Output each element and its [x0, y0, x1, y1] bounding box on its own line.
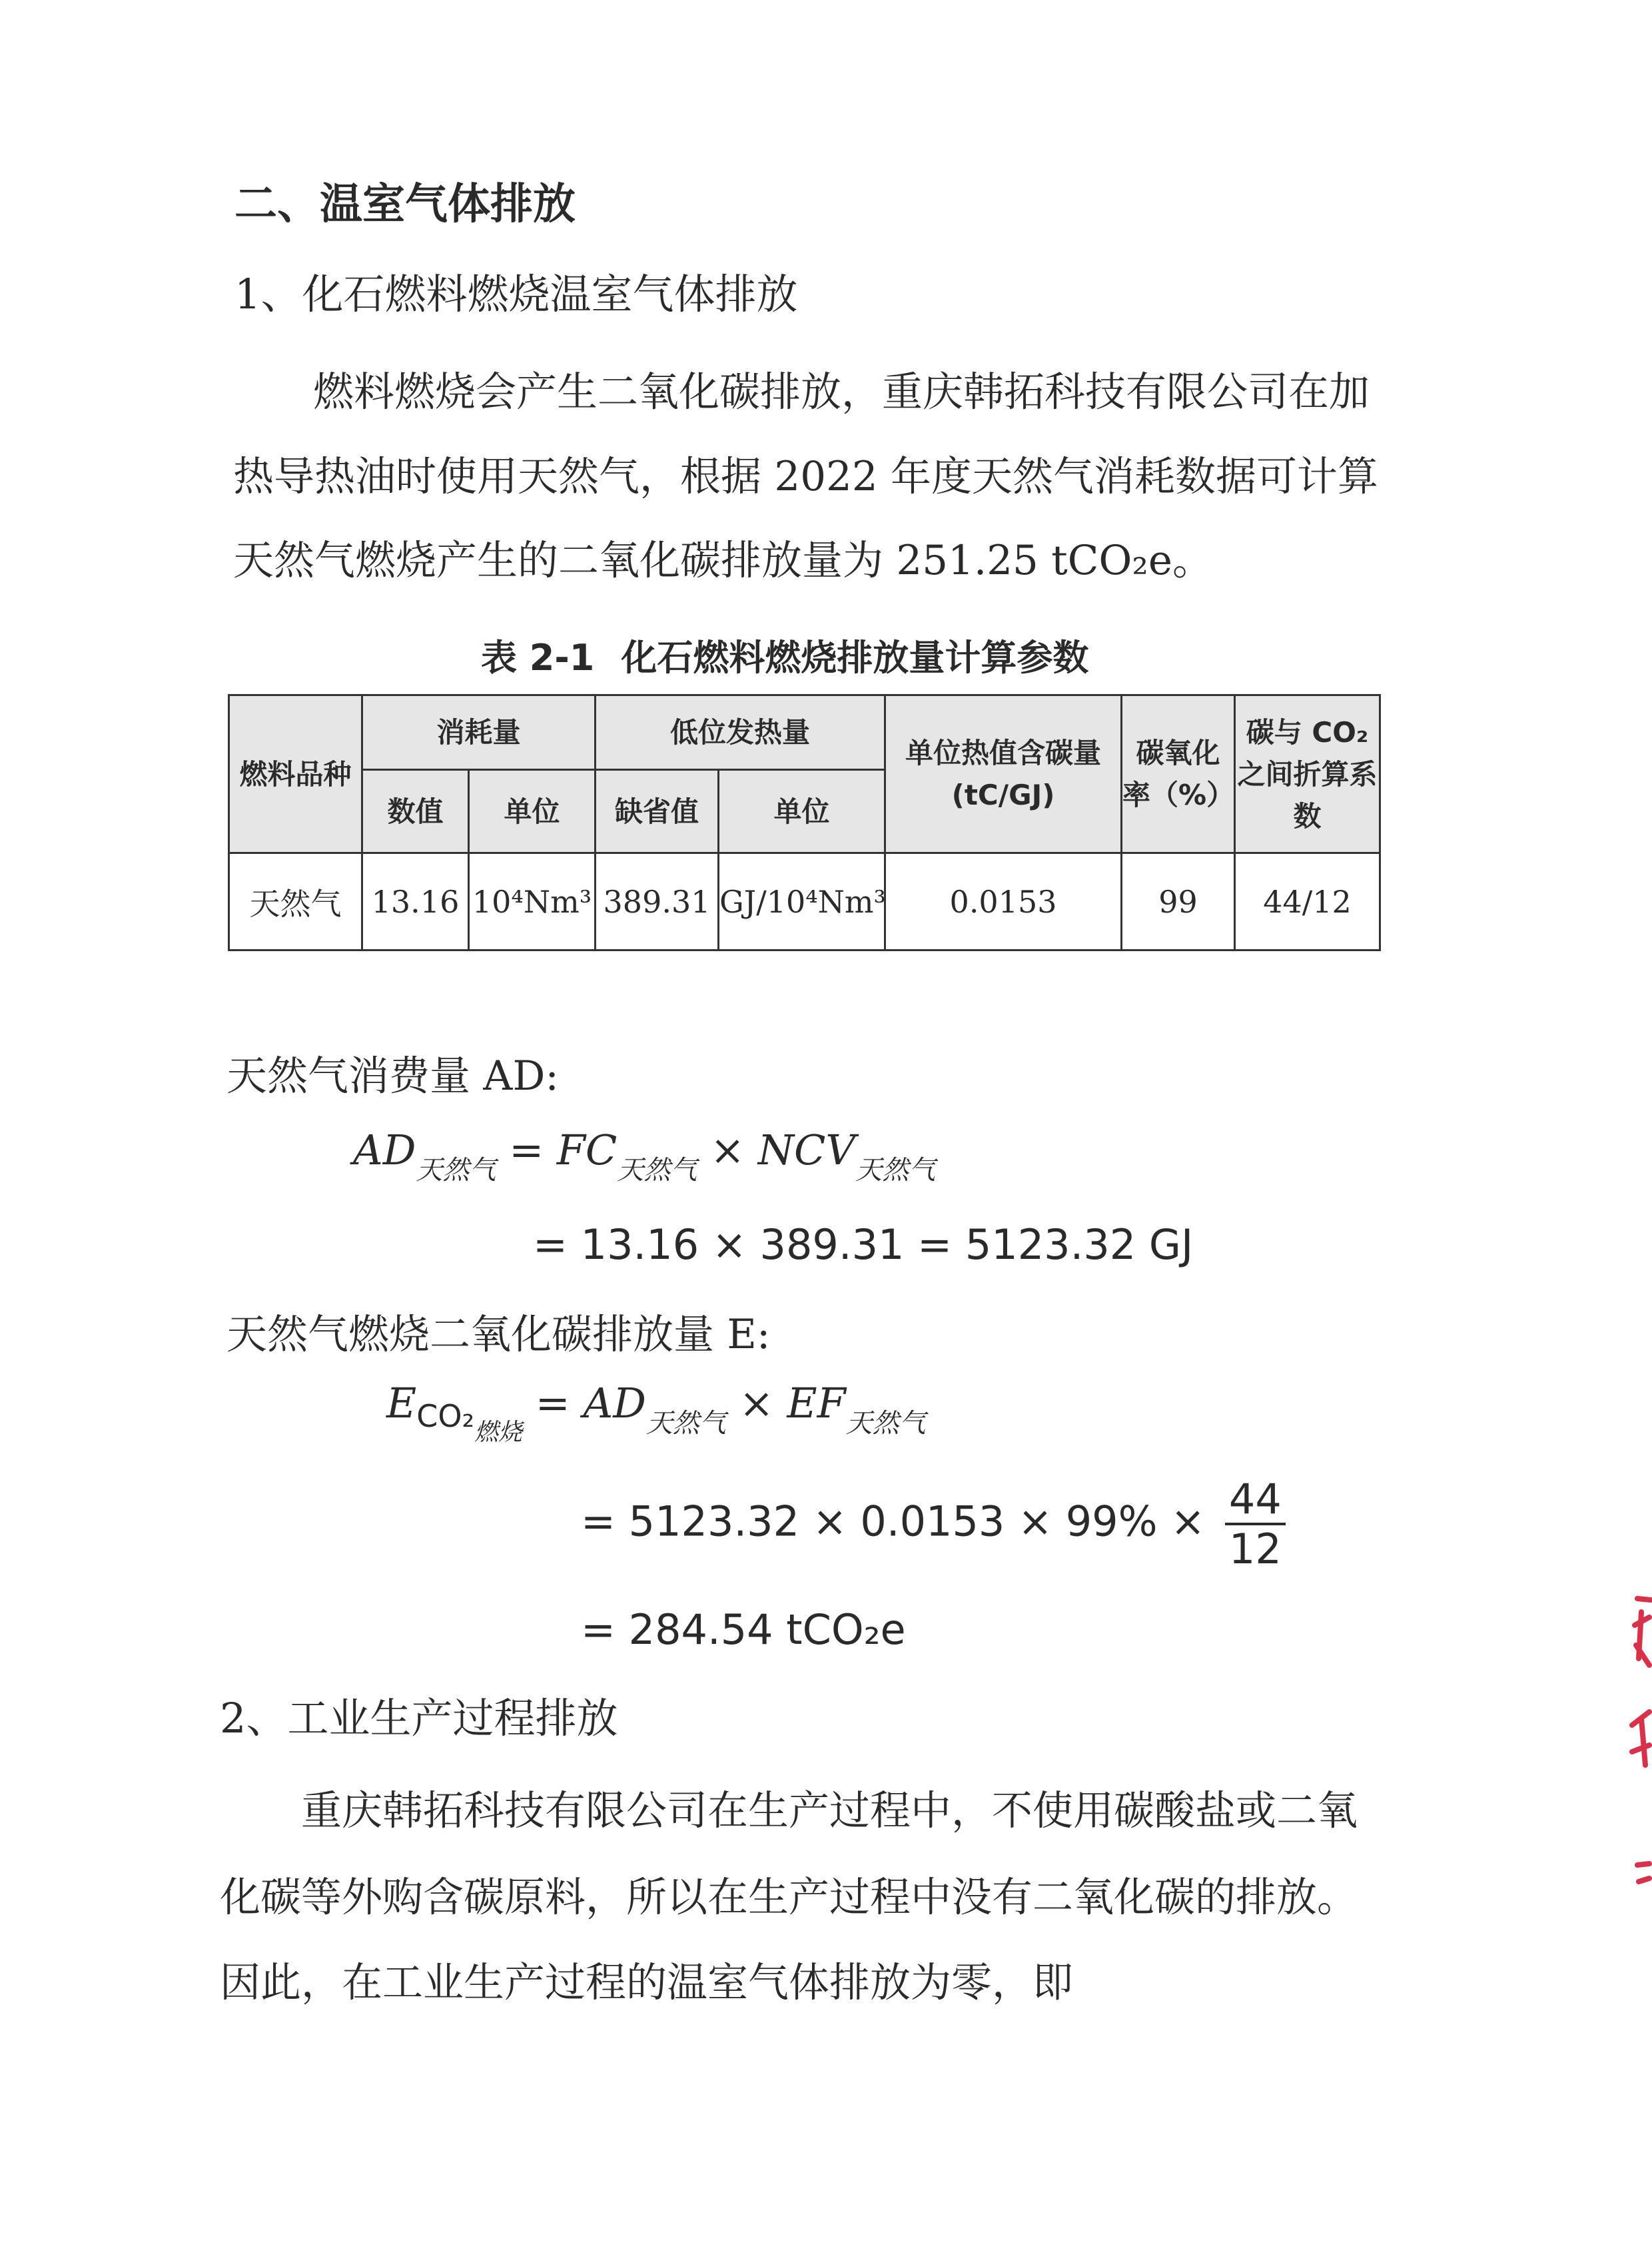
eq-e-ef-symbol: EF: [787, 1379, 846, 1427]
header-value: 数值: [362, 770, 469, 853]
e-label: 天然气燃烧二氧化碳排放量 E:: [226, 1311, 771, 1358]
eq-e-ad-symbol: AD: [583, 1379, 646, 1427]
eq-ncv-symbol: NCV: [757, 1126, 856, 1174]
para1-line3: 天然气燃烧产生的二氧化碳排放量为 251.25 tCO₂e。: [233, 537, 1213, 584]
para1-line2: 热导热油时使用天然气，根据 2022 年度天然气消耗数据可计算: [233, 453, 1379, 500]
cell-carbon-content: 0.0153: [885, 853, 1122, 950]
eq-fc-symbol: FC: [556, 1126, 618, 1174]
eq-ad-subscript: 天然气: [416, 1155, 496, 1186]
eq-e-ef-subscript: 天然气: [845, 1408, 926, 1439]
header-carbon-content: 单位热值含碳量(tC/GJ): [885, 695, 1122, 853]
section-title: 二、温室气体排放: [234, 180, 576, 229]
eq-ncv-subscript: 天然气: [855, 1155, 936, 1186]
header-conversion: 碳与 CO₂之间折算系数: [1235, 695, 1380, 853]
fraction-denominator: 12: [1228, 1525, 1282, 1574]
header-ncv-unit: 单位: [719, 770, 885, 853]
eq-e-symbol: E: [386, 1379, 417, 1427]
header-consumption: 消耗量: [362, 695, 596, 770]
eq-e-co2: CO₂: [416, 1398, 475, 1434]
table-row: [229, 853, 1380, 950]
cell-ncv-value: 389.31: [596, 853, 719, 950]
fraction-numerator: 44: [1225, 1475, 1286, 1525]
eq-fc-subscript: 天然气: [617, 1155, 697, 1186]
para2-line1: 重庆韩拓科技有限公司在生产过程中，不使用碳酸盐或二氧: [301, 1787, 1358, 1834]
cell-oxidation-rate: 99: [1122, 853, 1235, 950]
header-fuel-type: 燃料品种: [229, 695, 362, 853]
cell-fuel: 天然气: [229, 853, 362, 950]
equation-e: $E_{CO_2燃烧} = AD_{天然气} \times EF_{天然气}$: [386, 1379, 926, 1446]
red-stamp-edge-icon: [1612, 1585, 1652, 1932]
cell-consumption-value: 13.16: [362, 853, 469, 950]
para1-line1: 燃料燃烧会产生二氧化碳排放，重庆韩拓科技有限公司在加: [313, 368, 1370, 416]
subsection-title-1: 1、化石燃料燃烧温室气体排放: [234, 270, 798, 318]
cell-consumption-unit: 10⁴Nm³: [469, 853, 596, 950]
table-caption: [481, 629, 1088, 681]
eq-e-ad-subscript: 天然气: [645, 1408, 726, 1439]
equation-e-calc: [581, 1475, 1286, 1573]
cell-conversion: 44/12: [1235, 853, 1380, 950]
eq-e-calc-text: = 5123.32 × 0.0153 × 99% ×: [581, 1497, 1206, 1546]
equation-e-result: = 284.54 tCO₂e: [581, 1605, 906, 1654]
eq-e-subscript: 燃烧: [474, 1419, 523, 1446]
table-caption-number: 表 2-1: [481, 637, 595, 679]
header-default-value: 缺省值: [596, 770, 719, 853]
cell-ncv-unit: GJ/10⁴Nm³: [719, 853, 885, 950]
header-ncv: 低位发热量: [596, 695, 885, 770]
para2-line3: 因此，在工业生产过程的温室气体排放为零，即: [220, 1959, 1074, 2006]
equation-ad-result: = 13.16 × 389.31 = 5123.32 GJ: [533, 1220, 1194, 1269]
equation-ad: [353, 1126, 936, 1186]
table-caption-title: 化石燃料燃烧排放量计算参数: [621, 637, 1089, 679]
header-unit: 单位: [469, 770, 596, 853]
eq-times: ×: [710, 1126, 745, 1174]
subsection-title-2: 2、工业生产过程排放: [220, 1694, 618, 1742]
para2-line2: 化碳等外购含碳原料，所以在生产过程中没有二氧化碳的排放。: [220, 1874, 1358, 1921]
eq-equals: =: [509, 1126, 544, 1174]
eq-ad-symbol: AD: [353, 1126, 416, 1174]
header-oxidation-rate: 碳氧化率（%）: [1122, 695, 1235, 853]
fraction-44-12: [1225, 1475, 1286, 1573]
emission-parameters-table: [228, 694, 1381, 951]
ad-label: 天然气消费量 AD:: [226, 1052, 559, 1100]
